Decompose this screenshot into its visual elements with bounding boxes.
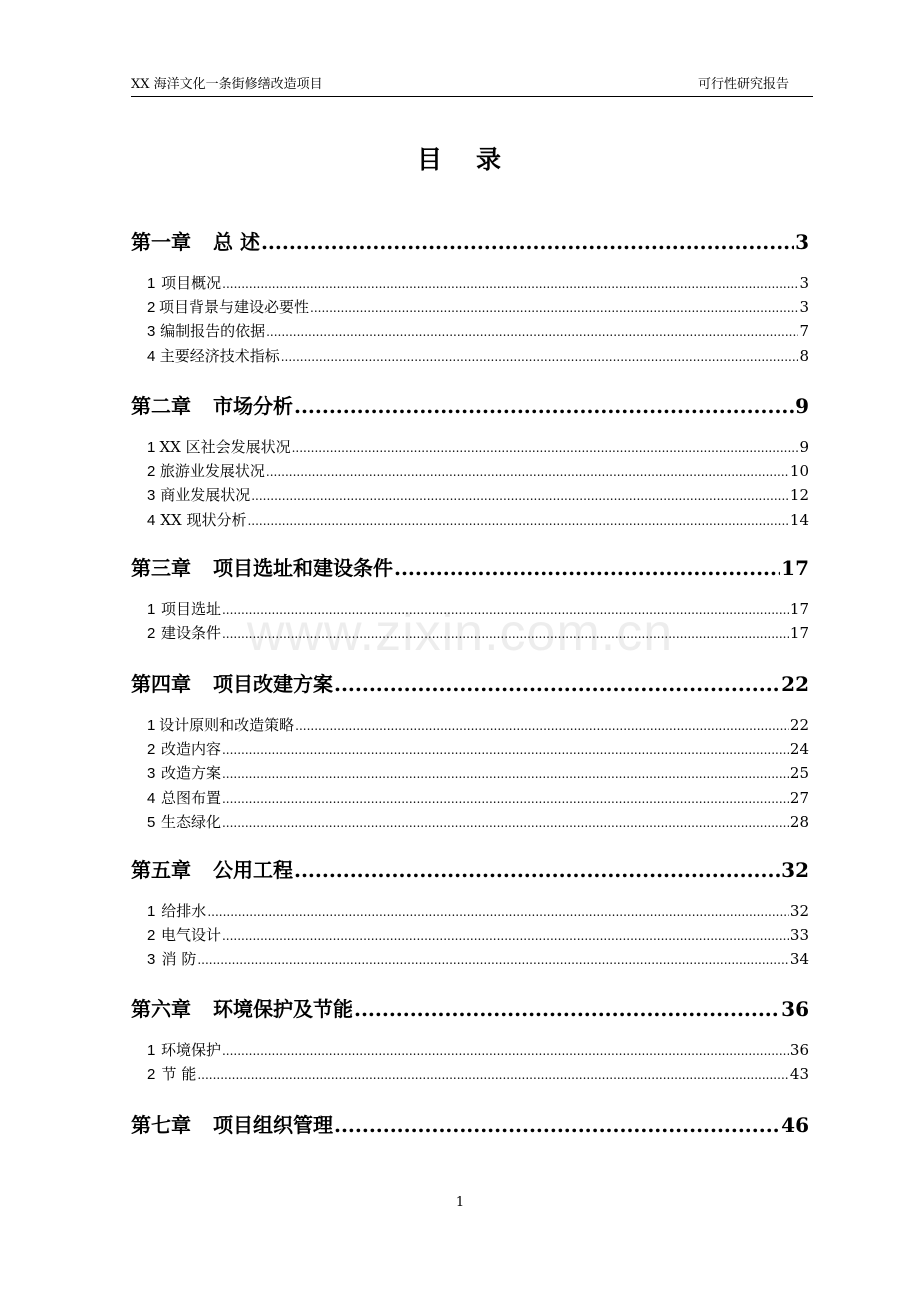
dot-leader: [354, 997, 780, 1021]
section-number: 1: [147, 717, 156, 734]
dot-leader: [197, 953, 789, 967]
toc-title: [0, 140, 920, 176]
section-page-number: 17: [789, 600, 809, 618]
dot-leader: [222, 627, 789, 641]
chapter-number: 第六章: [131, 997, 191, 1021]
dot-leader: [222, 603, 789, 617]
section-number: 2: [147, 927, 156, 945]
toc-section-row[interactable]: [147, 811, 809, 831]
toc-section-row[interactable]: [147, 272, 809, 292]
toc-section-row[interactable]: [147, 598, 809, 618]
section-number: 3: [147, 487, 156, 505]
toc-title-char: 目: [416, 145, 444, 174]
section-number: 1: [147, 1042, 156, 1059]
section-title: 编制报告的依据: [160, 322, 266, 341]
toc-chapter-row[interactable]: [131, 993, 809, 1019]
toc-chapter-row[interactable]: [131, 854, 809, 880]
section-number: 2: [147, 741, 156, 759]
toc-section-row[interactable]: [147, 787, 809, 807]
chapter-page-number: 3: [795, 230, 809, 254]
dot-leader: [292, 441, 799, 455]
section-page-number: 14: [789, 510, 809, 529]
toc-chapter-row[interactable]: [131, 1109, 809, 1135]
chapter-page-number: 17: [781, 556, 809, 580]
section-number: 3: [147, 765, 156, 783]
section-number: 2: [147, 1066, 156, 1084]
section-page-number: 9: [799, 438, 809, 456]
page-number: 1: [455, 1195, 465, 1210]
toc-section-row[interactable]: [147, 714, 809, 734]
section-page-number: 36: [789, 1041, 809, 1059]
toc-section-row[interactable]: [147, 484, 809, 504]
toc-section-row[interactable]: [147, 738, 809, 758]
section-number: 1: [147, 601, 156, 618]
dot-leader: [197, 1068, 789, 1082]
section-number: 2: [147, 625, 156, 643]
running-header: [131, 76, 813, 97]
section-title: 给排水: [161, 902, 207, 920]
chapter-page-number: 36: [781, 997, 809, 1021]
chapter-title: 市场分析: [213, 394, 293, 418]
chapter-title: 公用工程: [213, 858, 293, 882]
dot-leader: [281, 350, 799, 364]
toc-section-row[interactable]: [147, 1063, 809, 1083]
section-number: 1: [147, 903, 156, 920]
dot-leader: [310, 301, 798, 315]
toc-section-row[interactable]: [147, 320, 809, 340]
dot-leader: [394, 556, 780, 580]
section-page-number: 3: [799, 298, 809, 317]
header-report-type: 可行性研究报告: [697, 77, 789, 92]
section-number: 4: [147, 511, 156, 529]
section-number: 2: [147, 463, 156, 481]
chapter-page-number: 46: [781, 1113, 809, 1137]
section-title: 设计原则和改造策略: [159, 716, 295, 734]
section-page-number: 10: [789, 462, 809, 481]
section-title: 建设条件: [160, 624, 221, 643]
chapter-page-number: 32: [781, 858, 809, 882]
dot-leader: [251, 489, 789, 503]
section-title: 节 能: [161, 1065, 197, 1084]
dot-leader: [295, 719, 789, 733]
section-page-number: 7: [799, 322, 809, 341]
watermark: www.zixin.com.cn: [246, 604, 674, 662]
section-number: 4: [147, 347, 156, 365]
section-title: 旅游业发展状况: [159, 462, 265, 481]
dot-leader: [266, 465, 789, 479]
dot-leader: [261, 230, 794, 254]
dot-leader: [266, 325, 798, 339]
section-page-number: 34: [789, 950, 809, 969]
dot-leader: [222, 743, 789, 757]
dot-leader: [222, 767, 789, 781]
section-number: 5: [147, 813, 156, 831]
chapter-title: 项目组织管理: [213, 1113, 333, 1137]
section-title: 改造内容: [160, 740, 221, 759]
section-page-number: 25: [789, 764, 809, 783]
section-page-number: 33: [789, 926, 809, 945]
section-title: 电气设计: [160, 926, 221, 945]
toc-section-row[interactable]: [147, 900, 809, 920]
section-page-number: 22: [789, 716, 809, 734]
toc-section-row[interactable]: [147, 948, 809, 968]
chapter-title: 环境保护及节能: [213, 997, 353, 1021]
dot-leader: [294, 858, 780, 882]
section-page-number: 32: [789, 902, 809, 920]
dot-leader: [247, 514, 788, 528]
toc-section-row[interactable]: [147, 762, 809, 782]
toc-chapter-row[interactable]: [131, 552, 809, 578]
section-number: 3: [147, 951, 156, 969]
section-page-number: 28: [789, 812, 809, 831]
dot-leader: [222, 1044, 789, 1058]
section-page-number: 12: [789, 486, 809, 505]
dot-leader: [222, 792, 789, 806]
section-number: 4: [147, 789, 156, 807]
toc-section-row[interactable]: [147, 509, 809, 529]
section-title: 项目背景与建设必要性: [159, 298, 310, 317]
section-page-number: 8: [799, 346, 809, 365]
chapter-number: 第四章: [131, 672, 191, 696]
section-page-number: 43: [789, 1065, 809, 1084]
chapter-number: 第五章: [131, 858, 191, 882]
section-title: XX 现状分析: [160, 510, 247, 529]
section-number: 1: [147, 439, 156, 456]
section-number: 2: [147, 299, 156, 317]
dot-leader: [222, 816, 789, 830]
chapter-number: 第三章: [131, 556, 191, 580]
chapter-page-number: 22: [781, 672, 809, 696]
dot-leader: [222, 277, 798, 291]
dot-leader: [207, 905, 789, 919]
toc-chapter-row[interactable]: [131, 668, 809, 694]
toc-title-char: 录: [476, 145, 504, 174]
toc-section-row[interactable]: [147, 436, 809, 456]
dot-leader: [334, 672, 780, 696]
toc-section-row[interactable]: [147, 296, 809, 316]
toc-section-row[interactable]: [147, 345, 809, 365]
section-title: XX 区社会发展状况: [159, 438, 291, 456]
dot-leader: [222, 929, 789, 943]
section-title: 改造方案: [160, 764, 221, 783]
section-title: 总图布置: [160, 788, 221, 807]
dot-leader: [294, 394, 794, 418]
section-title: 项目概况: [161, 274, 222, 292]
chapter-number: 第一章: [131, 230, 191, 254]
section-page-number: 17: [789, 624, 809, 643]
chapter-page-number: 9: [795, 394, 809, 418]
toc-section-row[interactable]: [147, 460, 809, 480]
section-page-number: 27: [789, 788, 809, 807]
section-title: 项目选址: [160, 600, 221, 618]
section-title: 生态绿化: [160, 812, 221, 831]
toc-section-row[interactable]: [147, 924, 809, 944]
chapter-title: 项目选址和建设条件: [213, 556, 393, 580]
header-project-title: XX 海洋文化一条街修缮改造项目: [131, 77, 323, 92]
section-page-number: 3: [799, 274, 809, 292]
section-title: 消 防: [161, 950, 197, 969]
toc-section-row[interactable]: [147, 622, 809, 642]
section-title: 环境保护: [160, 1041, 221, 1059]
toc-section-row[interactable]: [147, 1039, 809, 1059]
section-title: 主要经济技术指标: [159, 346, 280, 365]
section-title: 商业发展状况: [160, 486, 251, 505]
chapter-number: 第二章: [131, 394, 191, 418]
section-number: 3: [147, 323, 156, 341]
chapter-title: 总 述: [213, 230, 260, 254]
section-page-number: 24: [789, 740, 809, 759]
chapter-number: 第七章: [131, 1113, 191, 1137]
dot-leader: [334, 1113, 780, 1137]
chapter-title: 项目改建方案: [213, 672, 333, 696]
section-number: 1: [147, 275, 156, 292]
toc-chapter-row[interactable]: [131, 226, 809, 252]
toc-chapter-row[interactable]: [131, 390, 809, 416]
